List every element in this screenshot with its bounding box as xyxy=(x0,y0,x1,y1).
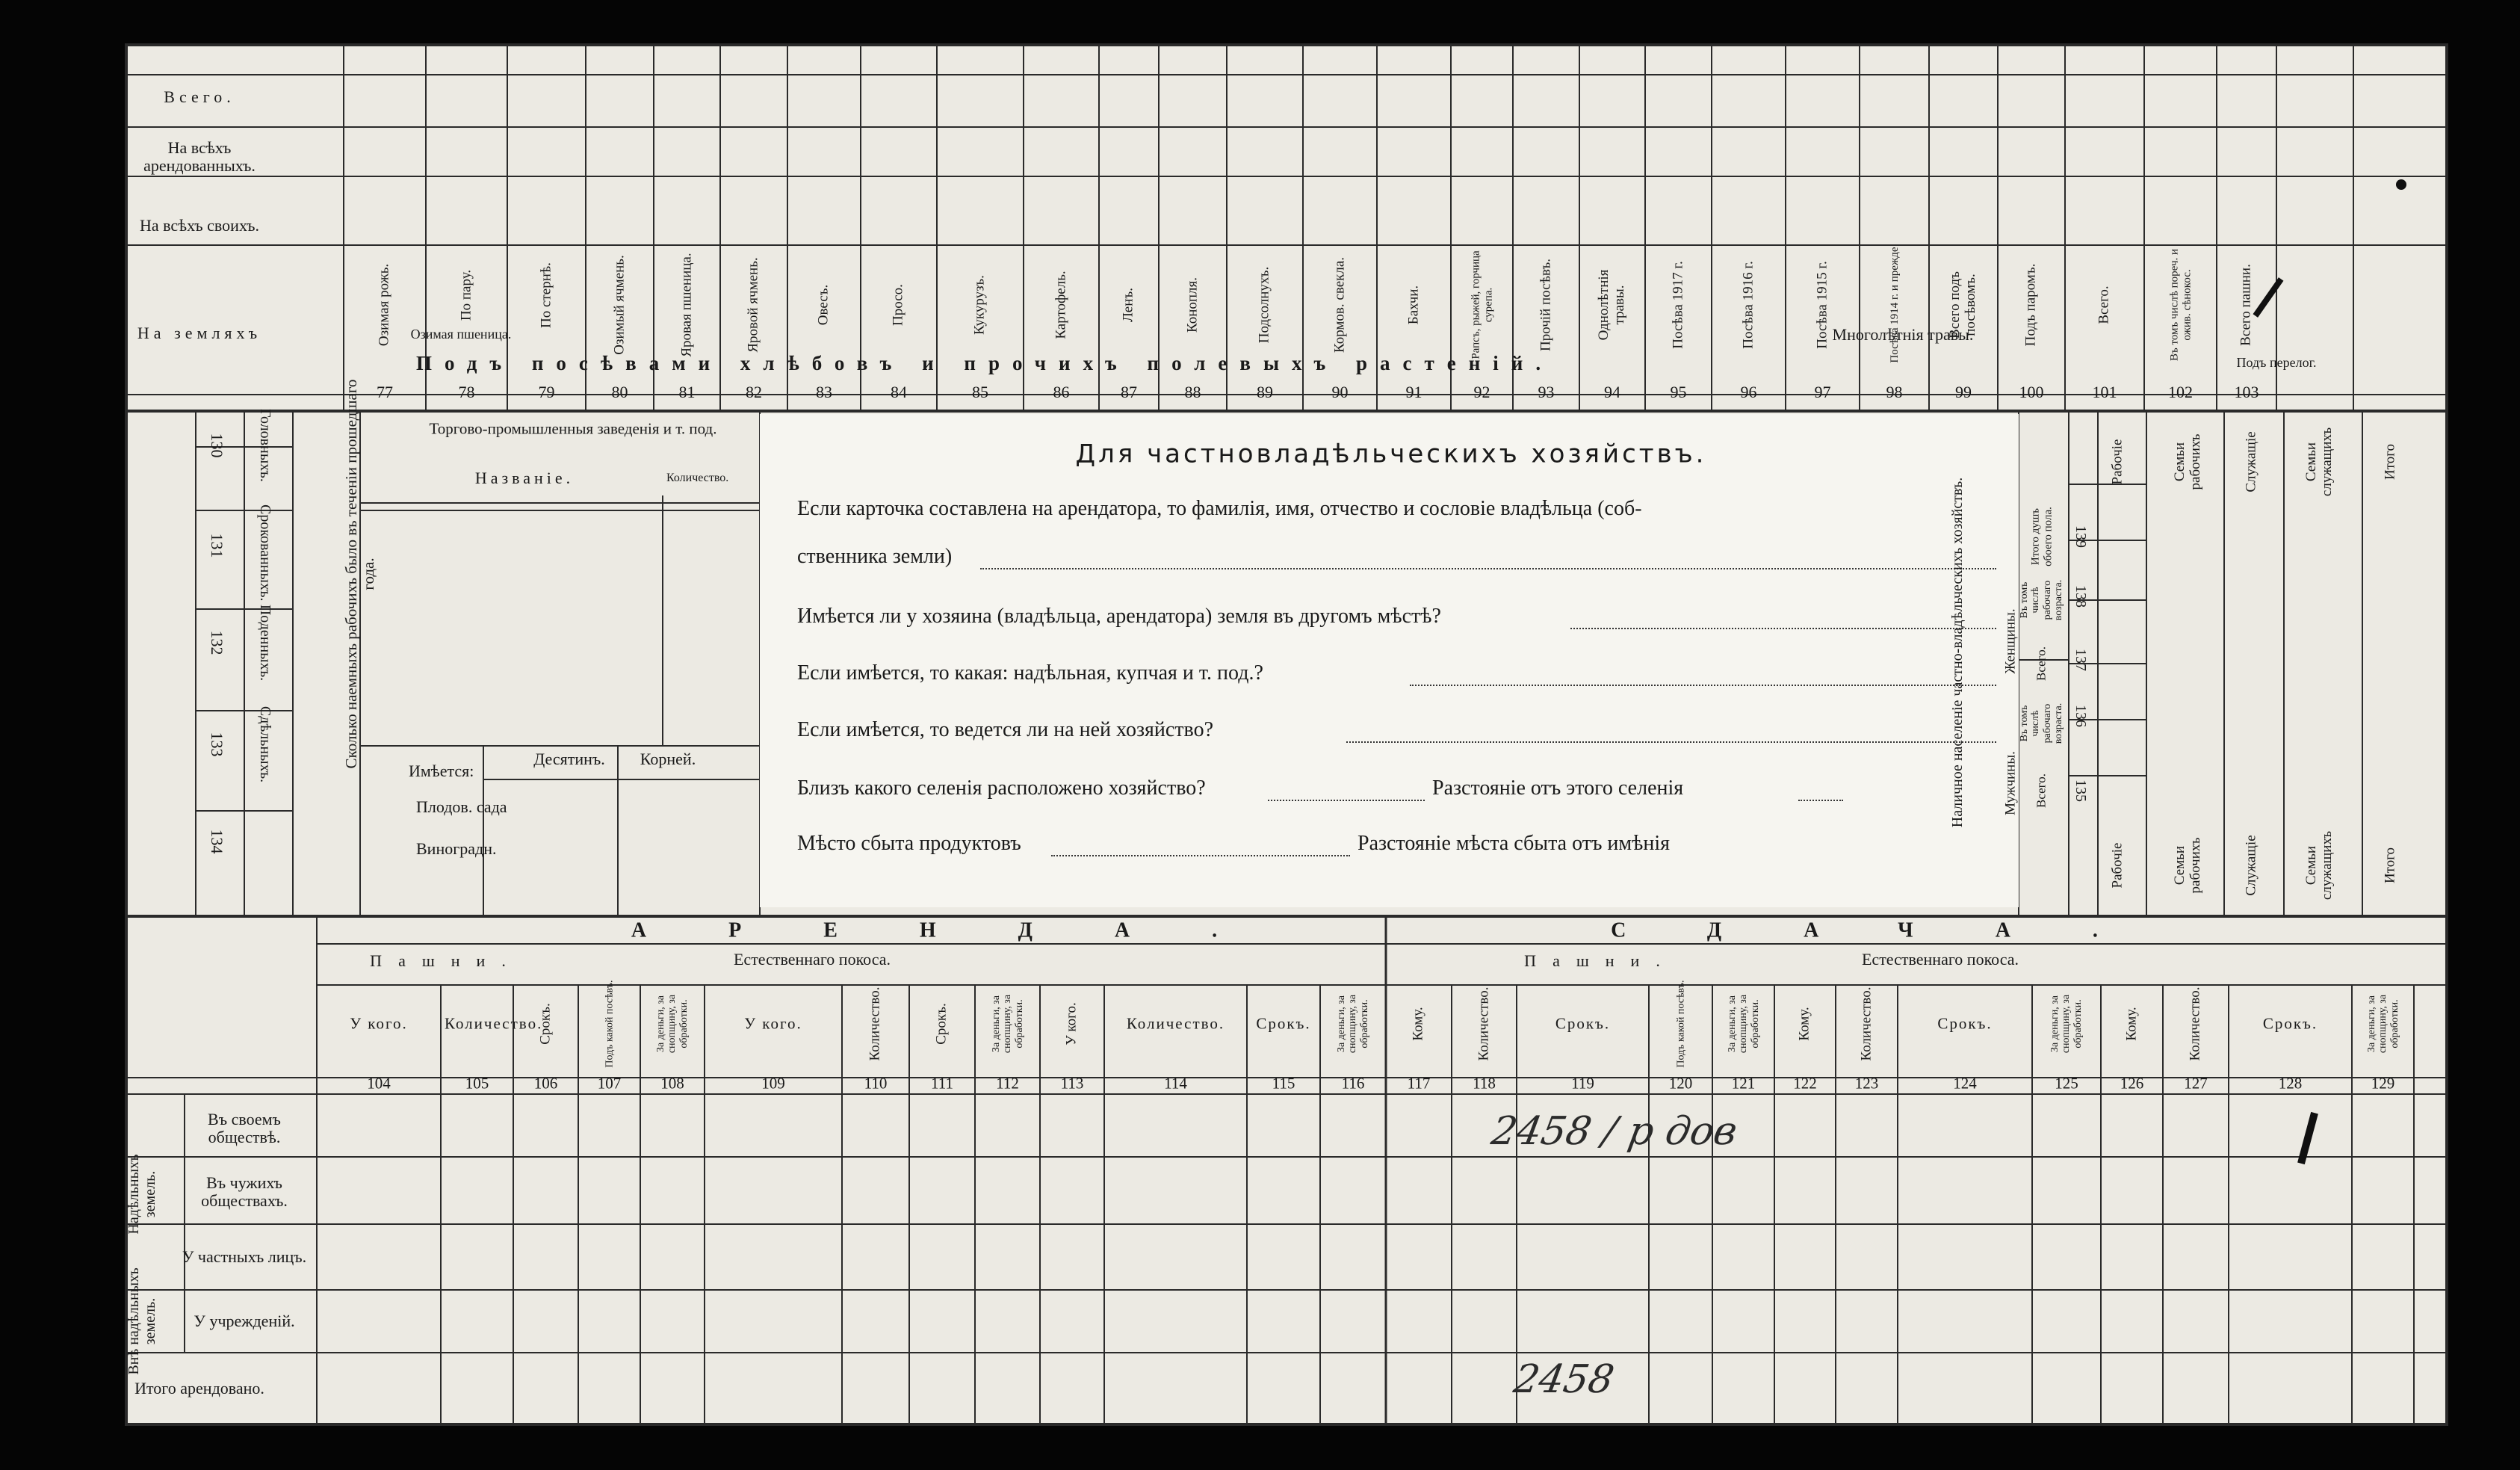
population-col-footer: Семьи служащихъ xyxy=(2303,830,2335,901)
crop-column-number: 83 xyxy=(816,382,832,401)
answer-line xyxy=(1410,685,1996,686)
rental-col-number: 122 xyxy=(1793,1074,1817,1093)
crop-column-number: 88 xyxy=(1184,382,1201,401)
crop-column-number: 100 xyxy=(2019,382,2044,401)
rental-col-header: Кому. xyxy=(1410,1007,1426,1041)
hire-type-label: Головныхъ. xyxy=(257,409,273,482)
crop-column-number: 92 xyxy=(1473,382,1490,401)
allotment-lands-label: Надѣльныхъ земель. xyxy=(126,1154,158,1235)
row-private-persons: У частныхъ лицъ. xyxy=(182,1247,307,1266)
rental-col-number: 126 xyxy=(2120,1074,2144,1093)
answer-line xyxy=(1570,628,1996,629)
crop-header: Озимая рожь. xyxy=(376,263,392,347)
question-farming: Если имѣется, то ведется ли на ней хозяйство? xyxy=(797,718,1213,741)
row-label-own: На всѣхъ своихъ. xyxy=(140,215,259,235)
row-other-communities: Въ чужихъ обществахъ. xyxy=(201,1173,288,1210)
rental-col-number: 125 xyxy=(2055,1074,2078,1093)
crop-header: Картофель. xyxy=(1053,271,1069,339)
crop-column-number: 85 xyxy=(972,382,988,401)
crop-header: Подсолнухъ. xyxy=(1256,266,1272,344)
rental-col-number: 118 xyxy=(1473,1074,1496,1093)
answer-line xyxy=(1798,800,1843,801)
rental-col-header: Количество. xyxy=(445,1014,543,1033)
crop-header: Овесъ. xyxy=(815,284,832,326)
crop-column-number: 103 xyxy=(2234,382,2259,401)
rental-col-number: 113 xyxy=(1060,1074,1084,1093)
hired-workers-caption: Сколько наемныхъ рабочихъ было въ теченіи прошедшаго года. xyxy=(341,379,377,769)
rental-col-header: За деньги, за снопщину, за обработки. xyxy=(1335,994,1370,1054)
group-perennial-grasses: Многолѣтнія травы. xyxy=(1832,324,1974,344)
sdacha-arable: Пашни. xyxy=(1524,951,1677,970)
men-label: Мужчины. xyxy=(2002,751,2019,815)
rental-col-header: Количество. xyxy=(1858,986,1874,1061)
women-working-age: Въ томъ числѣ рабочаго возраста. xyxy=(2019,579,2065,621)
answer-line xyxy=(1051,855,1350,856)
question-village: Близъ какого селенія расположено хозяйство? xyxy=(797,776,1206,800)
rental-col-header: Срокъ. xyxy=(1256,1014,1311,1033)
question-owner: Если карточка составлена на арендатора, то фамилія, имя, отчество и сословіе владѣльца (соб- xyxy=(797,497,1642,520)
row-number: 133 xyxy=(208,732,227,757)
rental-col-header: Количество. xyxy=(1126,1014,1225,1033)
crop-header: Озимый ячмень. xyxy=(611,255,628,355)
row-label-total: Всего. xyxy=(164,87,235,106)
form-title: Для частновладѣльческихъ хозяйствъ. xyxy=(1075,439,1707,469)
hire-type-label: Поденныхъ. xyxy=(257,604,273,682)
population-col-header: Семьи служащихъ xyxy=(2303,427,2335,497)
rental-col-number: 106 xyxy=(533,1074,558,1093)
rental-col-header: Срокъ. xyxy=(933,1003,950,1045)
crop-header: Посѣва 1916 г. xyxy=(1740,261,1756,349)
crop-header: По пару. xyxy=(458,269,474,321)
women-label: Женщины. xyxy=(2002,608,2019,674)
crop-column-number: 91 xyxy=(1405,382,1422,401)
arenda-arable: Пашни. xyxy=(370,951,522,970)
rental-col-number: 123 xyxy=(1854,1074,1879,1093)
crops-band-title: Подъ посѣвами хлѣбовъ и прочихъ полевыхъ растеній. xyxy=(416,352,1554,374)
rental-col-number: 119 xyxy=(1571,1074,1594,1093)
rental-col-number: 116 xyxy=(1341,1074,1365,1093)
crop-header: По стернѣ. xyxy=(538,262,554,328)
crop-column-number: 93 xyxy=(1538,382,1555,401)
crop-column-number: 95 xyxy=(1670,382,1687,401)
crop-column-number: 102 xyxy=(2168,382,2193,401)
rental-col-number: 105 xyxy=(465,1074,489,1093)
row-label-rented: На всѣхъ арендованныхъ. xyxy=(143,138,256,175)
rental-col-number: 112 xyxy=(996,1074,1019,1093)
men-total: Всего. xyxy=(2034,773,2049,808)
crop-column-number: 99 xyxy=(1955,382,1972,401)
population-col-footer: Служащіе xyxy=(2243,835,2259,896)
sdacha-meadows: Естественнаго покоса. xyxy=(1861,949,2019,969)
crop-header: Конопля. xyxy=(1184,277,1201,333)
rental-col-header: За деньги, за снопщину, за обработки. xyxy=(654,994,690,1054)
population-col-footer: Рабочіе xyxy=(2109,842,2126,889)
ink-dot xyxy=(2396,179,2406,190)
rental-col-header: Подъ какой посѣвъ. xyxy=(1674,980,1686,1068)
rental-col-header: У кого. xyxy=(744,1014,802,1033)
rental-col-number: 115 xyxy=(1272,1074,1295,1093)
rental-col-header: Срокъ. xyxy=(1937,1014,1993,1033)
rental-col-number: 127 xyxy=(2184,1074,2208,1093)
rental-col-header: За деньги, за снопщину, за обработки. xyxy=(1726,994,1761,1054)
women-total: Всего. xyxy=(2034,646,2049,681)
rental-col-header: Подъ какой посѣвъ. xyxy=(603,980,615,1068)
rental-col-number: 129 xyxy=(2371,1074,2395,1093)
census-card xyxy=(125,43,2448,1426)
answer-line xyxy=(1346,741,1996,743)
question-village-distance: Разстояніе отъ этого селенія xyxy=(1432,776,1684,800)
rental-col-header: За деньги, за снопщину, за обработки. xyxy=(2049,994,2084,1054)
row-number: 130 xyxy=(208,433,227,458)
korney-col: Корней. xyxy=(640,749,696,768)
question-market-distance: Разстояніе мѣста сбыта отъ имѣнія xyxy=(1357,832,1670,855)
rental-col-number: 124 xyxy=(1953,1074,1977,1093)
arenda-title: АРЕНДА. xyxy=(631,918,1300,942)
population-col-header: Служащіе xyxy=(2243,431,2259,492)
crop-column-number: 87 xyxy=(1121,382,1137,401)
handwritten-total: 2458 xyxy=(1510,1357,1617,1402)
rental-col-number: 109 xyxy=(761,1074,785,1093)
crop-header: Яровая пшеница. xyxy=(678,253,695,357)
answer-line xyxy=(980,568,1996,569)
rental-col-header: У кого. xyxy=(350,1014,408,1033)
rental-col-number: 111 xyxy=(931,1074,953,1093)
rental-col-number: 128 xyxy=(2278,1074,2303,1093)
population-column-number: 138 xyxy=(2072,585,2089,608)
trade-qty-col: Количество. xyxy=(666,472,729,485)
group-fallow: Подъ перелог. xyxy=(2236,355,2317,371)
crop-header: Подъ паромъ. xyxy=(2022,263,2039,347)
population-col-header: Семьи рабочихъ xyxy=(2172,433,2203,490)
crop-column-number: 84 xyxy=(891,382,907,401)
crop-column-number: 97 xyxy=(1814,382,1831,401)
row-number: 131 xyxy=(208,533,227,558)
row-label-on-lands: На земляхъ xyxy=(137,323,262,342)
crop-column-number: 98 xyxy=(1886,382,1903,401)
crop-column-number: 79 xyxy=(538,382,555,401)
row-number: 132 xyxy=(208,630,227,655)
rental-col-number: 108 xyxy=(660,1074,684,1093)
rental-col-header: За деньги, за снопщину, за обработки. xyxy=(990,994,1025,1054)
crop-header: Всего подъ посѣвомъ. xyxy=(1947,271,1978,339)
rental-col-number: 107 xyxy=(597,1074,622,1093)
crop-header: Кормов. свекла. xyxy=(1331,256,1348,353)
rental-col-number: 120 xyxy=(1668,1074,1693,1093)
rental-col-header: Количество. xyxy=(1476,986,1492,1061)
crop-header: Въ томъ числѣ пореч. и ожив. сѣнокос. xyxy=(2168,248,2193,362)
crop-header: Всего пашни. xyxy=(2238,264,2254,346)
question-market: Мѣсто сбыта продуктовъ xyxy=(797,832,1021,855)
population-caption: Наличное населеніе частно-владѣльческихъ хозяйствъ. xyxy=(1949,477,1966,828)
row-institutions: У учрежденій. xyxy=(194,1311,295,1330)
rental-col-header: Количество. xyxy=(2187,986,2203,1061)
desyatin-col: Десятинъ. xyxy=(533,749,605,768)
crop-column-number: 80 xyxy=(611,382,628,401)
rental-col-number: 104 xyxy=(367,1074,391,1093)
sdacha-title: СДАЧА. xyxy=(1611,918,2180,942)
crop-header: Кукурузъ. xyxy=(971,275,988,335)
rental-col-header: Срокъ. xyxy=(537,1003,554,1045)
group-winter-wheat: Озимая пшеница. xyxy=(410,327,512,342)
rental-col-header: У кого. xyxy=(1063,1002,1080,1046)
crop-column-number: 77 xyxy=(377,382,393,401)
both-sexes-total: Итого душъ обоего пола. xyxy=(2029,507,2054,566)
row-number: 134 xyxy=(208,829,227,854)
crop-column-number: 89 xyxy=(1257,382,1273,401)
crop-header: Однолѣтнія травы. xyxy=(1596,269,1627,341)
crop-column-number: 90 xyxy=(1331,382,1349,401)
question-other-land: Имѣется ли у хозяина (владѣльца, арендатора) земля въ другомъ мѣстѣ? xyxy=(797,605,1441,628)
crop-header: Ленъ. xyxy=(1120,288,1136,322)
trade-title: Торгово-промышленныя заведенія и т. под. xyxy=(429,419,717,438)
crop-column-number: 96 xyxy=(1740,382,1757,401)
crop-column-number: 94 xyxy=(1604,382,1620,401)
crop-column-number: 101 xyxy=(2092,382,2117,401)
rental-col-number: 117 xyxy=(1407,1074,1431,1093)
crop-header: Рапсъ, рыжей, горчица сурепа. xyxy=(1470,250,1494,359)
rental-col-header: Кому. xyxy=(1796,1007,1812,1041)
crop-header: Просо. xyxy=(890,284,906,326)
question-land-type: Если имѣется, то какая: надѣльная, купчая и т. под.? xyxy=(797,661,1263,685)
row-total-rented: Итого арендовано. xyxy=(134,1378,264,1398)
rental-col-header: Кому. xyxy=(2123,1007,2140,1041)
crop-header: Посѣва 1917 г. xyxy=(1670,261,1686,349)
crop-header: Всего. xyxy=(2096,285,2112,324)
crop-header: Посѣва 1915 г. xyxy=(1814,261,1830,349)
hire-type-label: Срокованныхъ. xyxy=(257,504,273,602)
population-col-header: Рабочіе xyxy=(2109,439,2126,485)
vineyards-label: Виноградн. xyxy=(416,839,497,858)
crop-header: Прочій посѣвъ. xyxy=(1538,259,1554,351)
population-column-number: 139 xyxy=(2072,525,2089,548)
crop-header: Посѣва 1914 г. и прежде xyxy=(1888,247,1901,363)
crop-column-number: 86 xyxy=(1053,382,1070,401)
crop-header: Бахчи. xyxy=(1405,285,1422,325)
row-own-community: Въ своемъ обществѣ. xyxy=(208,1109,281,1146)
answer-line xyxy=(1268,800,1425,801)
rental-col-number: 114 xyxy=(1164,1074,1187,1093)
population-col-footer: Семьи рабочихъ xyxy=(2172,837,2203,894)
handwritten-entry: 2458 / р дов xyxy=(1487,1109,1741,1154)
question-owner-cont: ственника земли) xyxy=(797,545,953,568)
population-col-footer: Итого xyxy=(2382,847,2398,884)
crop-column-number: 78 xyxy=(458,382,475,401)
crop-column-number: 81 xyxy=(678,382,696,401)
trade-name-col: Названіе. xyxy=(474,468,575,487)
rental-col-header: Срокъ. xyxy=(2262,1014,2318,1033)
population-column-number: 136 xyxy=(2072,705,2089,727)
population-column-number: 137 xyxy=(2072,649,2089,671)
non-allotment-label: Внѣ надѣльныхъ земель. xyxy=(126,1267,158,1375)
crop-header: Яровой ячмень. xyxy=(745,257,761,353)
population-col-header: Итого xyxy=(2382,443,2398,481)
rental-col-header: Срокъ. xyxy=(1555,1014,1611,1033)
rental-col-header: За деньги, за снопщину, за обработки. xyxy=(2365,994,2400,1054)
rental-col-number: 110 xyxy=(864,1074,888,1093)
hire-type-label: Сдѣльныхъ. xyxy=(257,705,273,783)
men-working-age: Въ томъ числѣ рабочаго возраста. xyxy=(2019,702,2065,744)
has-label: Имѣется: xyxy=(409,762,474,780)
population-column-number: 135 xyxy=(2072,779,2089,802)
arenda-meadows: Естественнаго покоса. xyxy=(733,949,891,969)
rental-col-number: 121 xyxy=(1731,1074,1756,1093)
orchards-label: Плодов. сада xyxy=(416,797,507,816)
rental-col-header: Количество. xyxy=(867,986,883,1061)
crop-column-number: 82 xyxy=(746,382,762,401)
